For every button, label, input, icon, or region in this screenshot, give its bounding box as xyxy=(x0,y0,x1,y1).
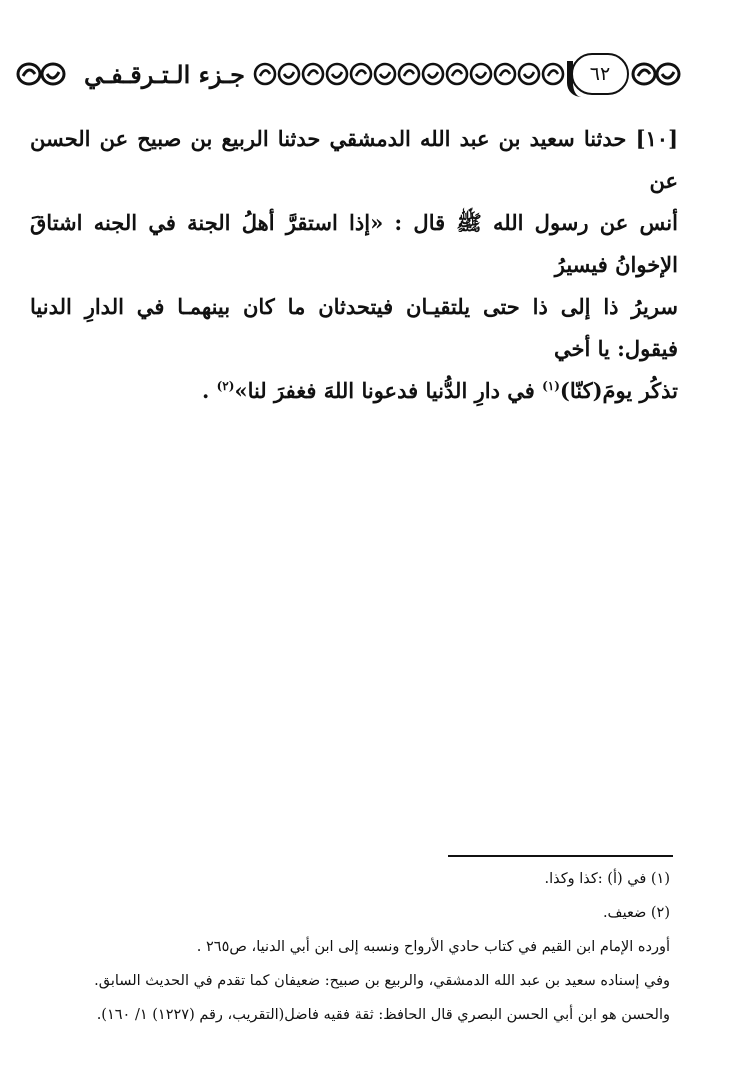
book-title: جـزء الـتـرقـفـي xyxy=(84,59,245,89)
hadith-number: [١٠] xyxy=(635,126,678,151)
hadith-line-3: سريرُ ذا إلى ذا حتى يلتقيـان فيتحدثان ما كان بينهمـا في الدارِ الدنيا فيقول: يا أخي xyxy=(30,294,678,361)
hadith-line-1-text: حدثنا سعيد بن عبد الله الدمشقي حدثنا الربيع بن صبيح عن الحسن عن xyxy=(30,126,678,193)
page-header xyxy=(28,46,683,102)
ornament-chain-icon xyxy=(253,59,565,89)
ornament-left-icon xyxy=(14,59,68,89)
page-number-box xyxy=(571,53,629,95)
footnote-1: (١) في (أ) :كذا وكذا. xyxy=(544,871,670,887)
hadith-text xyxy=(30,118,678,412)
ornament-right-icon xyxy=(629,59,683,89)
hadith-line-4-end: . xyxy=(201,378,210,403)
footnote-2-hasan: والحسن هو ابن أبي الحسن البصري قال الحافظ: ثقة فقيه فاضل(التقريب، رقم (١٢٢٧) ١/ ١٦٠). xyxy=(96,1007,670,1023)
page-number: ٦٢ xyxy=(589,63,611,85)
hadith-line-4 xyxy=(30,370,678,412)
footnote-2-source: أورده الإمام ابن القيم في كتاب حادي الأرواح ونسبه إلى ابن أبي الدنيا، ص٢٦٥ . xyxy=(196,939,670,955)
footnote-2-isnad: وفي إسناده سعيد بن عبد الله الدمشقي، والربيع بن صبيح: ضعيفان كما تقدم في الحديث السابق. xyxy=(94,973,670,989)
footnote-ref-1: (١) xyxy=(542,379,560,393)
hadith-line-1 xyxy=(30,118,678,202)
footnote-ref-2: (٢) xyxy=(216,379,235,393)
hadith-line-2: أنس عن رسول الله ﷺ قال : «إذا استقرَّ أهلُ الجنة في الجنه اشتاقَ الإخوانُ فيسيرُ xyxy=(30,210,678,277)
footnotes xyxy=(30,862,670,1032)
footnote-divider xyxy=(448,855,673,857)
footnote-2: (٢) ضعيف. xyxy=(602,905,670,921)
hadith-line-4-b: في دارِ الدُّنيا فدعونا اللهَ فغفرَ لنا» xyxy=(234,378,535,403)
hadith-line-4-a: تذكُر يومَ(كنّا) xyxy=(559,378,678,403)
